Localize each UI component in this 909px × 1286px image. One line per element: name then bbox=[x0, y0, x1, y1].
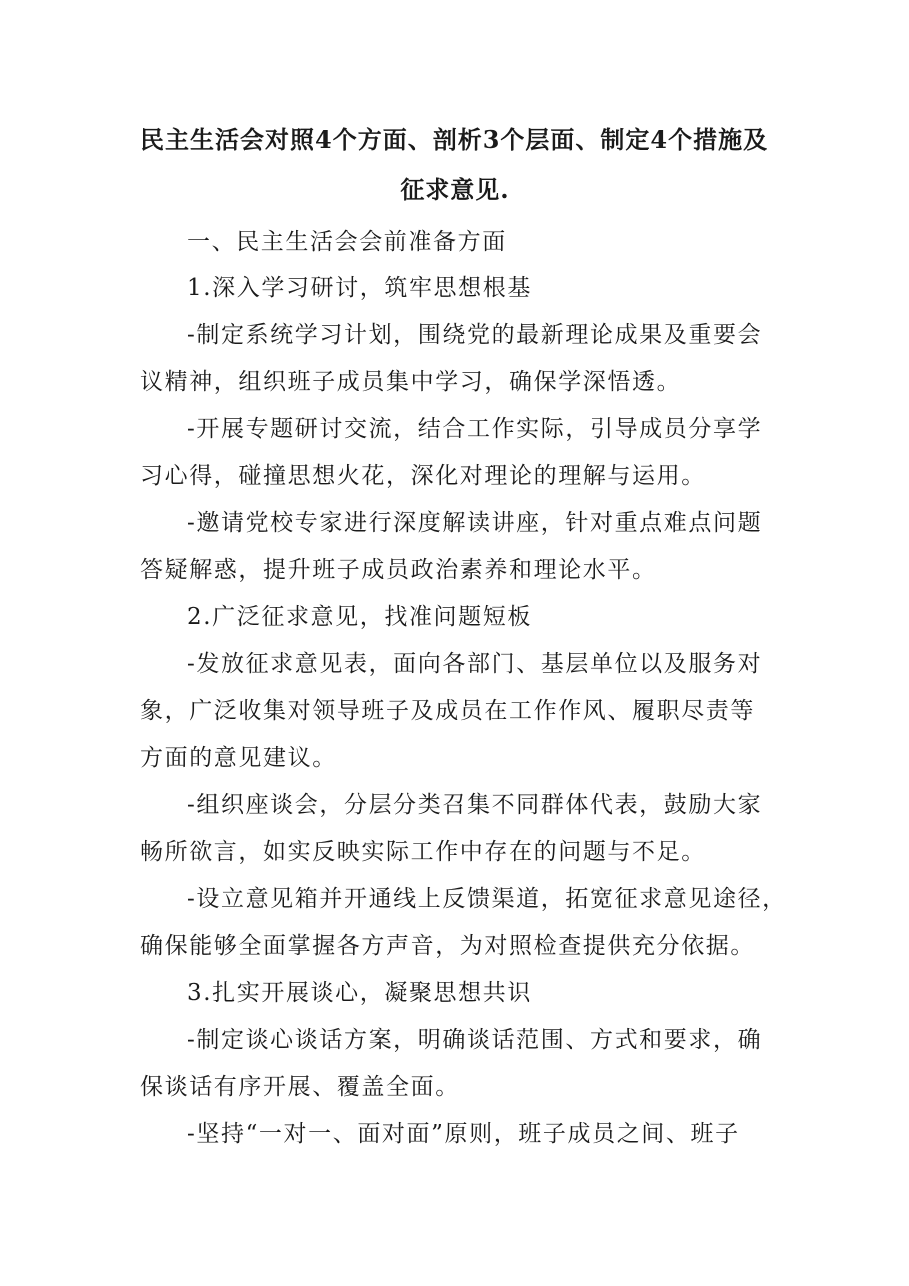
paragraph-line: -开展专题研讨交流，结合工作实际，引导成员分享学 bbox=[187, 416, 763, 442]
paragraph-line: -制定系统学习计划，围绕党的最新理论成果及重要会 bbox=[187, 322, 763, 348]
paragraph-line: -发放征求意见表，面向各部门、基层单位以及服务对 bbox=[187, 651, 763, 677]
paragraph-line: 象，广泛收集对领导班子及成员在工作作风、履职尽责等 bbox=[140, 698, 755, 724]
paragraph-line: -组织座谈会，分层分类召集不同群体代表，鼓励大家 bbox=[187, 792, 763, 818]
paragraph-line: 习心得，碰撞思想火花，深化对理论的理解与运用。 bbox=[140, 463, 706, 489]
paragraph-line: 保谈话有序开展、覆盖全面。 bbox=[140, 1074, 460, 1100]
paragraph-line: -坚持“一对一、面对面”原则，班子成员之间、班子 bbox=[187, 1121, 740, 1147]
paragraph-line: 答疑解惑，提升班子成员政治素养和理论水平。 bbox=[140, 557, 657, 583]
paragraph-line: -设立意见箱并开通线上反馈渠道，拓宽征求意见途径， bbox=[187, 886, 787, 912]
paragraph-line: 畅所欲言，如实反映实际工作中存在的问题与不足。 bbox=[140, 839, 706, 865]
paragraph-line: 议精神，组织班子成员集中学习，确保学深悟透。 bbox=[140, 369, 682, 395]
paragraph-line: -邀请党校专家进行深度解读讲座，针对重点难点问题 bbox=[187, 510, 763, 536]
paragraph-line: 确保能够全面掌握各方声音，为对照检查提供充分依据。 bbox=[140, 933, 755, 959]
document-title-line-2: 征求意见. bbox=[400, 175, 510, 204]
paragraph-line: -制定谈心谈话方案，明确谈话范围、方式和要求，确 bbox=[187, 1027, 763, 1053]
section-heading: 一、民主生活会会前准备方面 bbox=[187, 229, 507, 255]
paragraph-line: 方面的意见建议。 bbox=[140, 745, 337, 771]
subsection-heading: 3.扎实开展谈心，凝聚思想共识 bbox=[187, 980, 532, 1006]
subsection-heading: 1.深入学习研讨，筑牢思想根基 bbox=[187, 275, 532, 301]
subsection-heading: 2.广泛征求意见，找准问题短板 bbox=[187, 604, 532, 630]
document-title-line-1: 民主生活会对照4个方面、剖析3个层面、制定4个措施及 bbox=[140, 125, 769, 154]
